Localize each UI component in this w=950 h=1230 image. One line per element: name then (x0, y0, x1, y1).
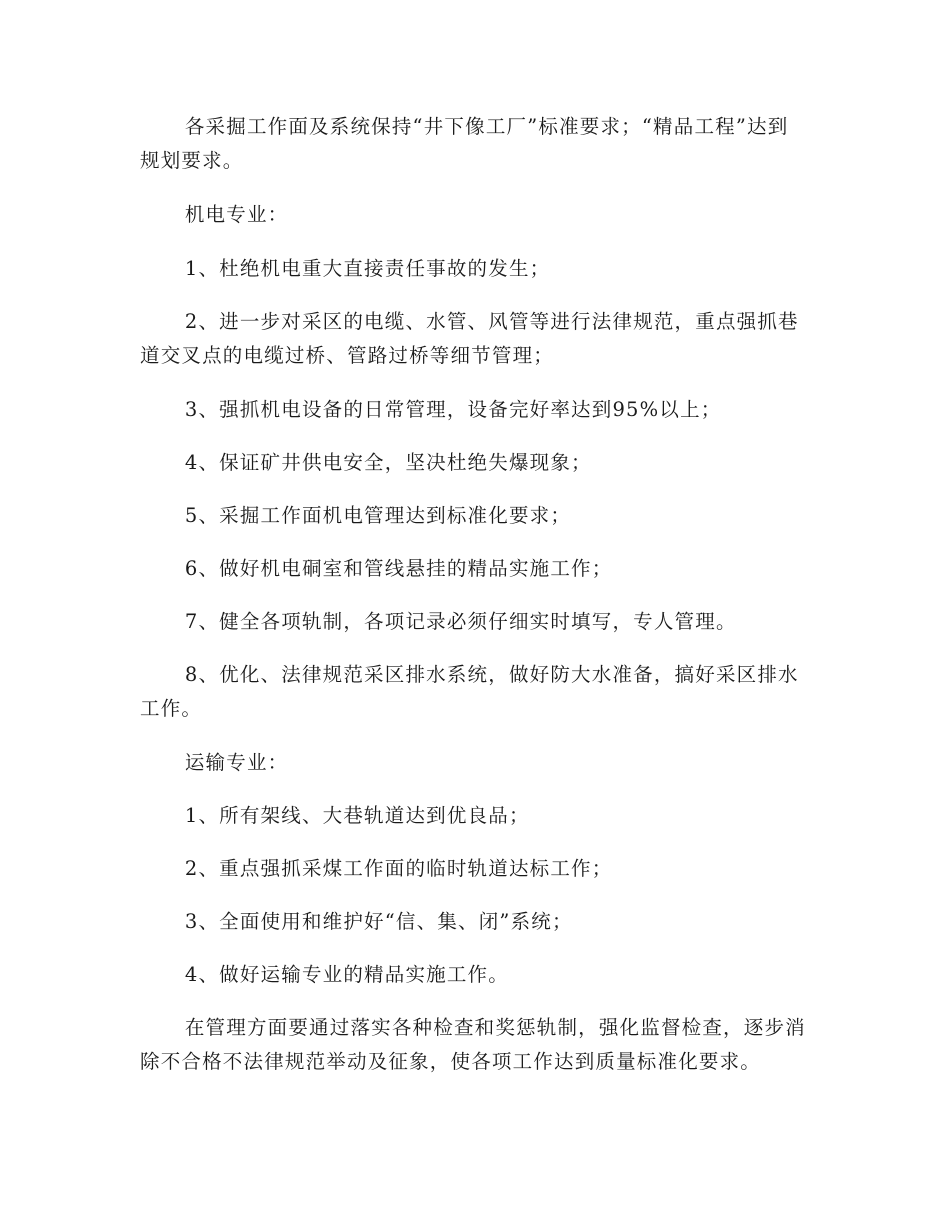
list-item-electromechanical-2: 2、进一步对采区的电缆、水管、风管等进行法律规范，重点强抓巷道交叉点的电缆过桥、管路过桥等细节管理； (140, 310, 799, 367)
heading-transport: 运输专业： (184, 751, 289, 774)
list-item-electromechanical-1: 1、杜绝机电重大直接责任事故的发生； (184, 257, 551, 280)
list-item-electromechanical-6: 6、做好机电硐室和管线悬挂的精品实施工作； (184, 557, 613, 580)
list-item-electromechanical-5: 5、采掘工作面机电管理达到标准化要求； (184, 504, 572, 527)
list-item-electromechanical-8: 8、优化、法律规范采区排水系统，做好防大水准备，搞好采区排水工作。 (140, 663, 799, 720)
paragraph-quality-standard: 各采掘工作面及系统保持“井下像工厂”标准要求；“精品工程”达到规划要求。 (140, 115, 789, 172)
list-item-transport-4: 4、做好运输专业的精品实施工作。 (184, 963, 509, 986)
list-item-electromechanical-7: 7、健全各项轨制，各项记录必须仔细实时填写，专人管理。 (184, 610, 737, 633)
list-item-electromechanical-4: 4、保证矿井供电安全，坚决杜绝失爆现象； (184, 451, 592, 474)
list-item-transport-3: 3、全面使用和维护好“信、集、闭”系统； (184, 910, 573, 933)
heading-electromechanical: 机电专业： (184, 203, 289, 226)
list-item-transport-1: 1、所有架线、大巷轨道达到优良品； (184, 804, 530, 827)
list-item-electromechanical-3: 3、强抓机电设备的日常管理，设备完好率达到95%以上； (184, 398, 722, 421)
paragraph-management: 在管理方面要通过落实各种检查和奖惩轨制，强化监督检查，逐步消除不合格不法律规范举动及征象，使各项工作达到质量标准化要求。 (140, 1016, 806, 1073)
list-item-transport-2: 2、重点强抓采煤工作面的临时轨道达标工作； (184, 857, 613, 880)
